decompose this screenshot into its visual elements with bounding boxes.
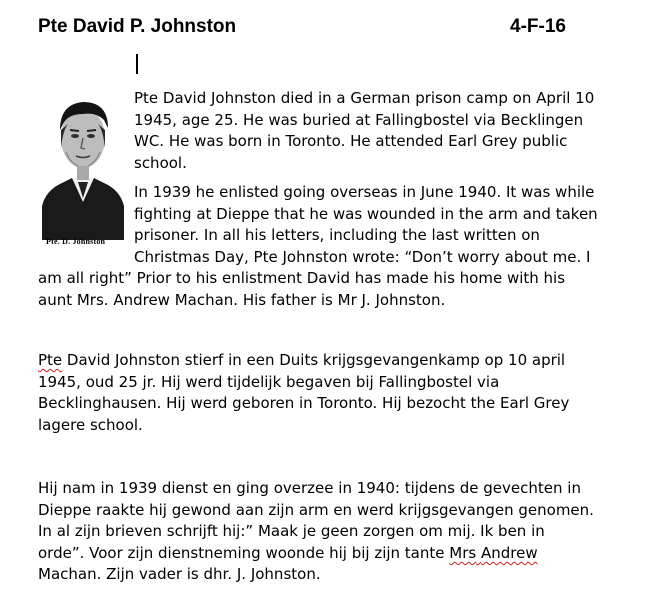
text-segment: orde”. Voor zijn dienstneming woonde hij bij zijn tante [38,543,450,562]
portrait-photo [38,90,128,250]
text-line: 1945, age 25. He was buried at Fallingbostel via Becklingen [134,110,584,129]
portrait-image [38,90,128,250]
text-line: lagere school. [38,415,143,434]
spellcheck-word: Mrs [449,543,477,562]
text-line: Dieppe raakte hij gewond aan zijn arm en werd krijgsgevangen genomen. [38,500,594,519]
text-line: 1945, oud 25 jr. Hij werd tijdelijk begaven bij Fallingbostel via [38,372,500,391]
text-line: Machan. Zijn vader is dhr. J. Johnston. [38,565,321,584]
text-line: am all right” Prior to his enlistment David has made his home with his [38,269,566,287]
text-line [38,350,569,372]
text-segment: David Johnston stierf in een Duits krijgsgevangenkamp op 10 april [62,351,566,369]
grave-reference: 4-F-16 [510,16,566,37]
english-paragraph-2-cont [134,247,590,269]
text-line: WC. He was born in Toronto. He attended Earl Grey public [134,132,568,151]
text-line: prisoner. In all his letters, including the last written on [134,226,540,245]
text-cursor [136,54,138,74]
english-paragraph-1 [134,88,594,174]
english-paragraph-2-wrap [38,268,565,311]
page-title: Pte David P. Johnston [38,16,237,37]
text-line: Christmas Day, Pte Johnston wrote: “Don’t worry about me. I [134,248,591,266]
text-line [38,543,594,565]
english-paragraph-2 [134,182,598,247]
spellcheck-word: Pte [38,351,63,369]
dutch-paragraph-1 [38,350,569,436]
text-line: In 1939 he enlisted going overseas in June 1940. It was while [134,183,595,201]
text-line: Pte David Johnston died in a German prison camp on April 10 [134,89,595,107]
spellcheck-word: Andrew [480,543,538,562]
dutch-paragraph-2 [38,478,594,586]
text-line: aunt Mrs. Andrew Machan. His father is Mr J. Johnston. [38,290,446,309]
photo-caption: Pte. D. Johnston [46,237,106,246]
text-line: fighting at Dieppe that he was wounded in the arm and taken [134,204,598,223]
text-line: Hij nam in 1939 dienst en ging overzee in 1940: tijdens de gevechten in [38,479,581,497]
text-line: school. [134,153,187,172]
text-line: In al zijn brieven schrijft hij:” Maak je geen zorgen om mij. Ik ben in [38,522,545,541]
text-line: Becklinghausen. Hij werd geboren in Toronto. Hij bezocht the Earl Grey [38,394,570,413]
